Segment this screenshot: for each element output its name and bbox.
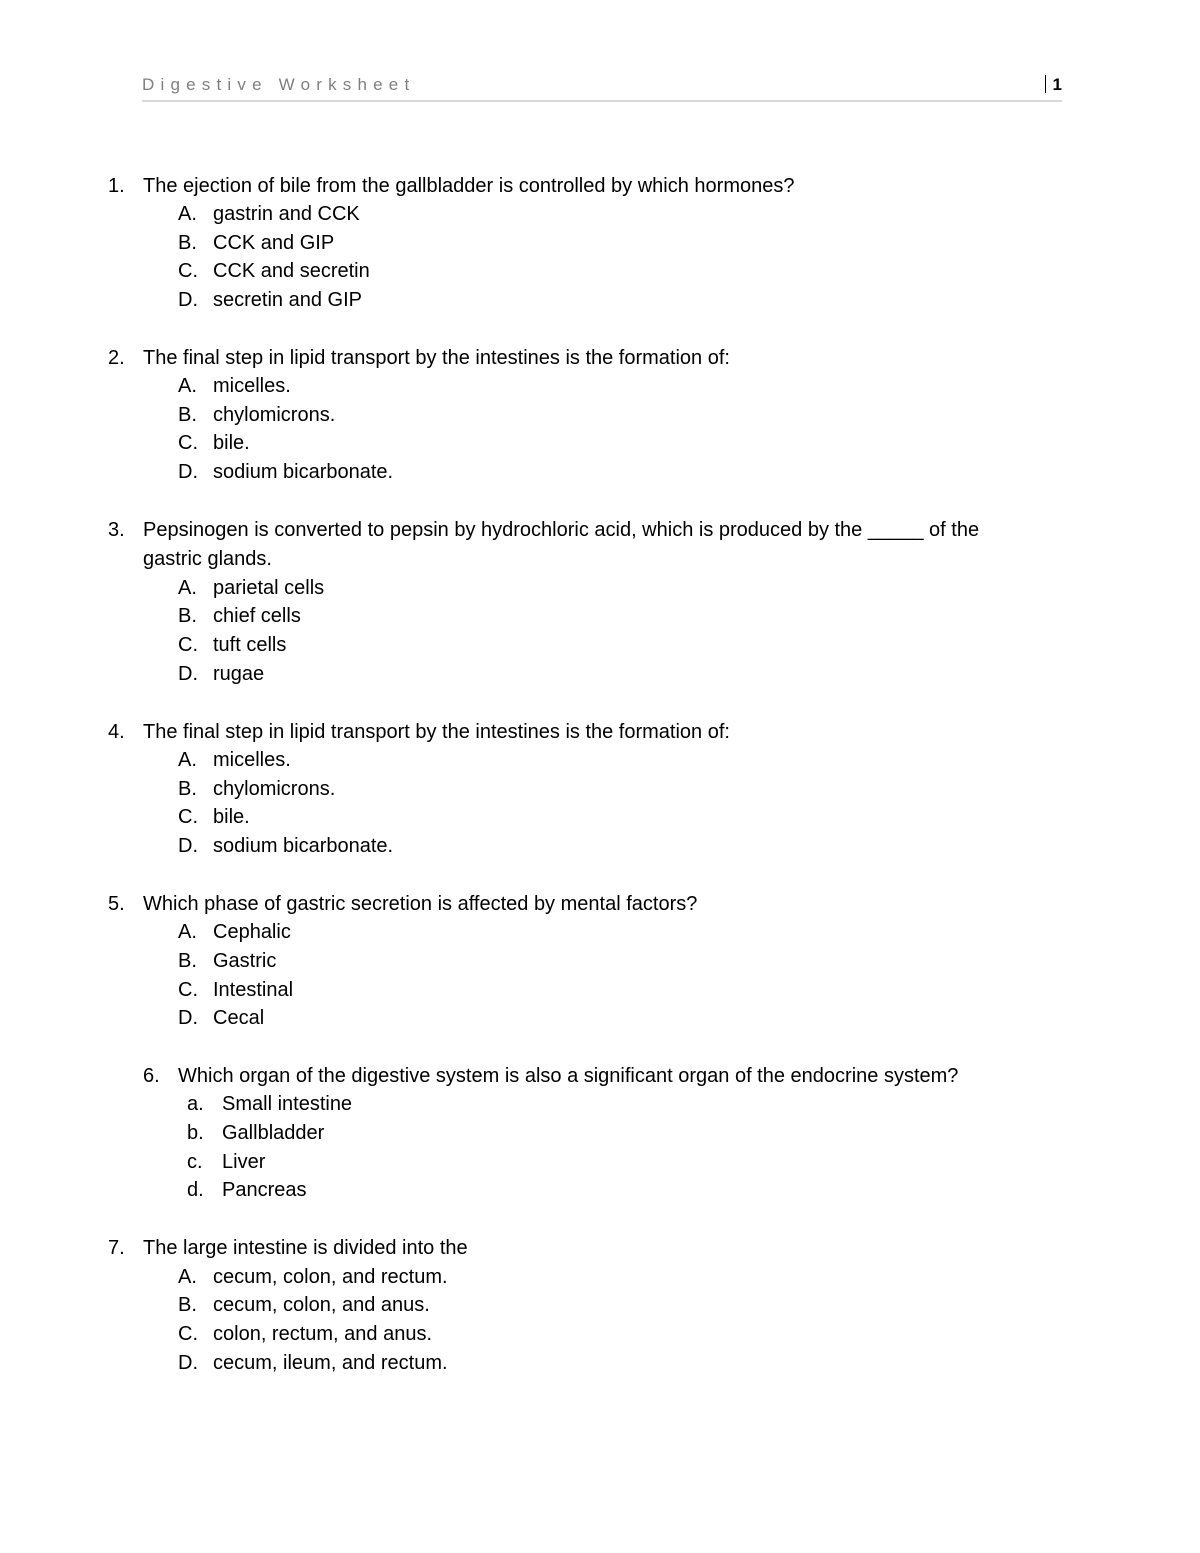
option-letter: C. — [178, 1323, 198, 1345]
option-text: chylomicrons. — [213, 404, 336, 426]
question-text: Which organ of the digestive system is also a significant organ of the endocrine system? — [178, 1065, 959, 1087]
option-text: tuft cells — [213, 634, 287, 656]
question-number: 4. — [108, 721, 125, 743]
option-letter: A. — [178, 921, 197, 943]
option-letter: C. — [178, 260, 198, 282]
option-text: Gastric — [213, 950, 277, 972]
question-text: The large intestine is divided into the — [143, 1237, 468, 1259]
option-letter: D. — [178, 835, 198, 857]
question-text: The ejection of bile from the gallbladder is controlled by which hormones? — [143, 175, 795, 197]
option-text: cecum, colon, and anus. — [213, 1294, 430, 1316]
option-letter: C. — [178, 979, 198, 1001]
option-letter: C. — [178, 806, 198, 828]
option-text: colon, rectum, and anus. — [213, 1323, 433, 1345]
option-letter: A. — [178, 577, 197, 599]
option-letter: D. — [178, 1352, 198, 1374]
option-text: Cecal — [213, 1007, 265, 1029]
option-letter: D. — [178, 663, 198, 685]
option-text: micelles. — [213, 375, 291, 397]
option-text: Cephalic — [213, 921, 291, 943]
question-text: Which phase of gastric secretion is affected by mental factors? — [143, 893, 698, 915]
option-letter: B. — [178, 950, 197, 972]
question-number: 2. — [108, 347, 125, 369]
option-letter: D. — [178, 461, 198, 483]
question-number: 5. — [108, 893, 125, 915]
option-text: cecum, colon, and rectum. — [213, 1266, 448, 1288]
option-letter: D. — [178, 289, 198, 311]
option-letter: B. — [178, 605, 197, 627]
option-letter: C. — [178, 634, 198, 656]
option-letter: B. — [178, 404, 197, 426]
option-text: Liver — [222, 1151, 266, 1173]
question-text: The final step in lipid transport by the intestines is the formation of: — [143, 721, 730, 743]
option-letter: c. — [187, 1151, 203, 1173]
page-number-value: 1 — [1052, 75, 1062, 94]
question-text: The final step in lipid transport by the intestines is the formation of: — [143, 347, 730, 369]
option-text: gastrin and CCK — [213, 203, 360, 225]
option-letter: B. — [178, 1294, 197, 1316]
option-letter: b. — [187, 1122, 204, 1144]
option-text: rugae — [213, 663, 265, 685]
option-letter: A. — [178, 375, 197, 397]
option-text: Gallbladder — [222, 1122, 325, 1144]
option-letter: A. — [178, 203, 197, 225]
option-text: bile. — [213, 806, 250, 828]
option-text: chylomicrons. — [213, 778, 336, 800]
option-text: Pancreas — [222, 1179, 307, 1201]
option-letter: A. — [178, 1266, 197, 1288]
option-letter: D. — [178, 1007, 198, 1029]
header-title: Digestive Worksheet — [142, 75, 416, 94]
question-number: 1. — [108, 175, 125, 197]
question-text-continued: gastric glands. — [143, 548, 272, 570]
option-text: parietal cells — [213, 577, 325, 599]
option-text: Small intestine — [222, 1093, 353, 1115]
option-text: sodium bicarbonate. — [213, 835, 394, 857]
option-letter: d. — [187, 1179, 204, 1201]
option-text: micelles. — [213, 749, 291, 771]
option-text: chief cells — [213, 605, 301, 627]
question-number: 3. — [108, 519, 125, 541]
option-text: bile. — [213, 432, 250, 454]
option-letter: B. — [178, 232, 197, 254]
option-text: CCK and GIP — [213, 232, 335, 254]
option-text: secretin and GIP — [213, 289, 362, 311]
question-number: 7. — [108, 1237, 125, 1259]
option-letter: B. — [178, 778, 197, 800]
option-text: cecum, ileum, and rectum. — [213, 1352, 448, 1374]
option-text: Intestinal — [213, 979, 294, 1001]
option-text: CCK and secretin — [213, 260, 370, 282]
question-text: Pepsinogen is converted to pepsin by hydrochloric acid, which is produced by the _____ of the — [143, 519, 980, 541]
question-number: 6. — [143, 1065, 160, 1087]
option-text: sodium bicarbonate. — [213, 461, 394, 483]
option-letter: C. — [178, 432, 198, 454]
option-letter: A. — [178, 749, 197, 771]
option-letter: a. — [187, 1093, 204, 1115]
